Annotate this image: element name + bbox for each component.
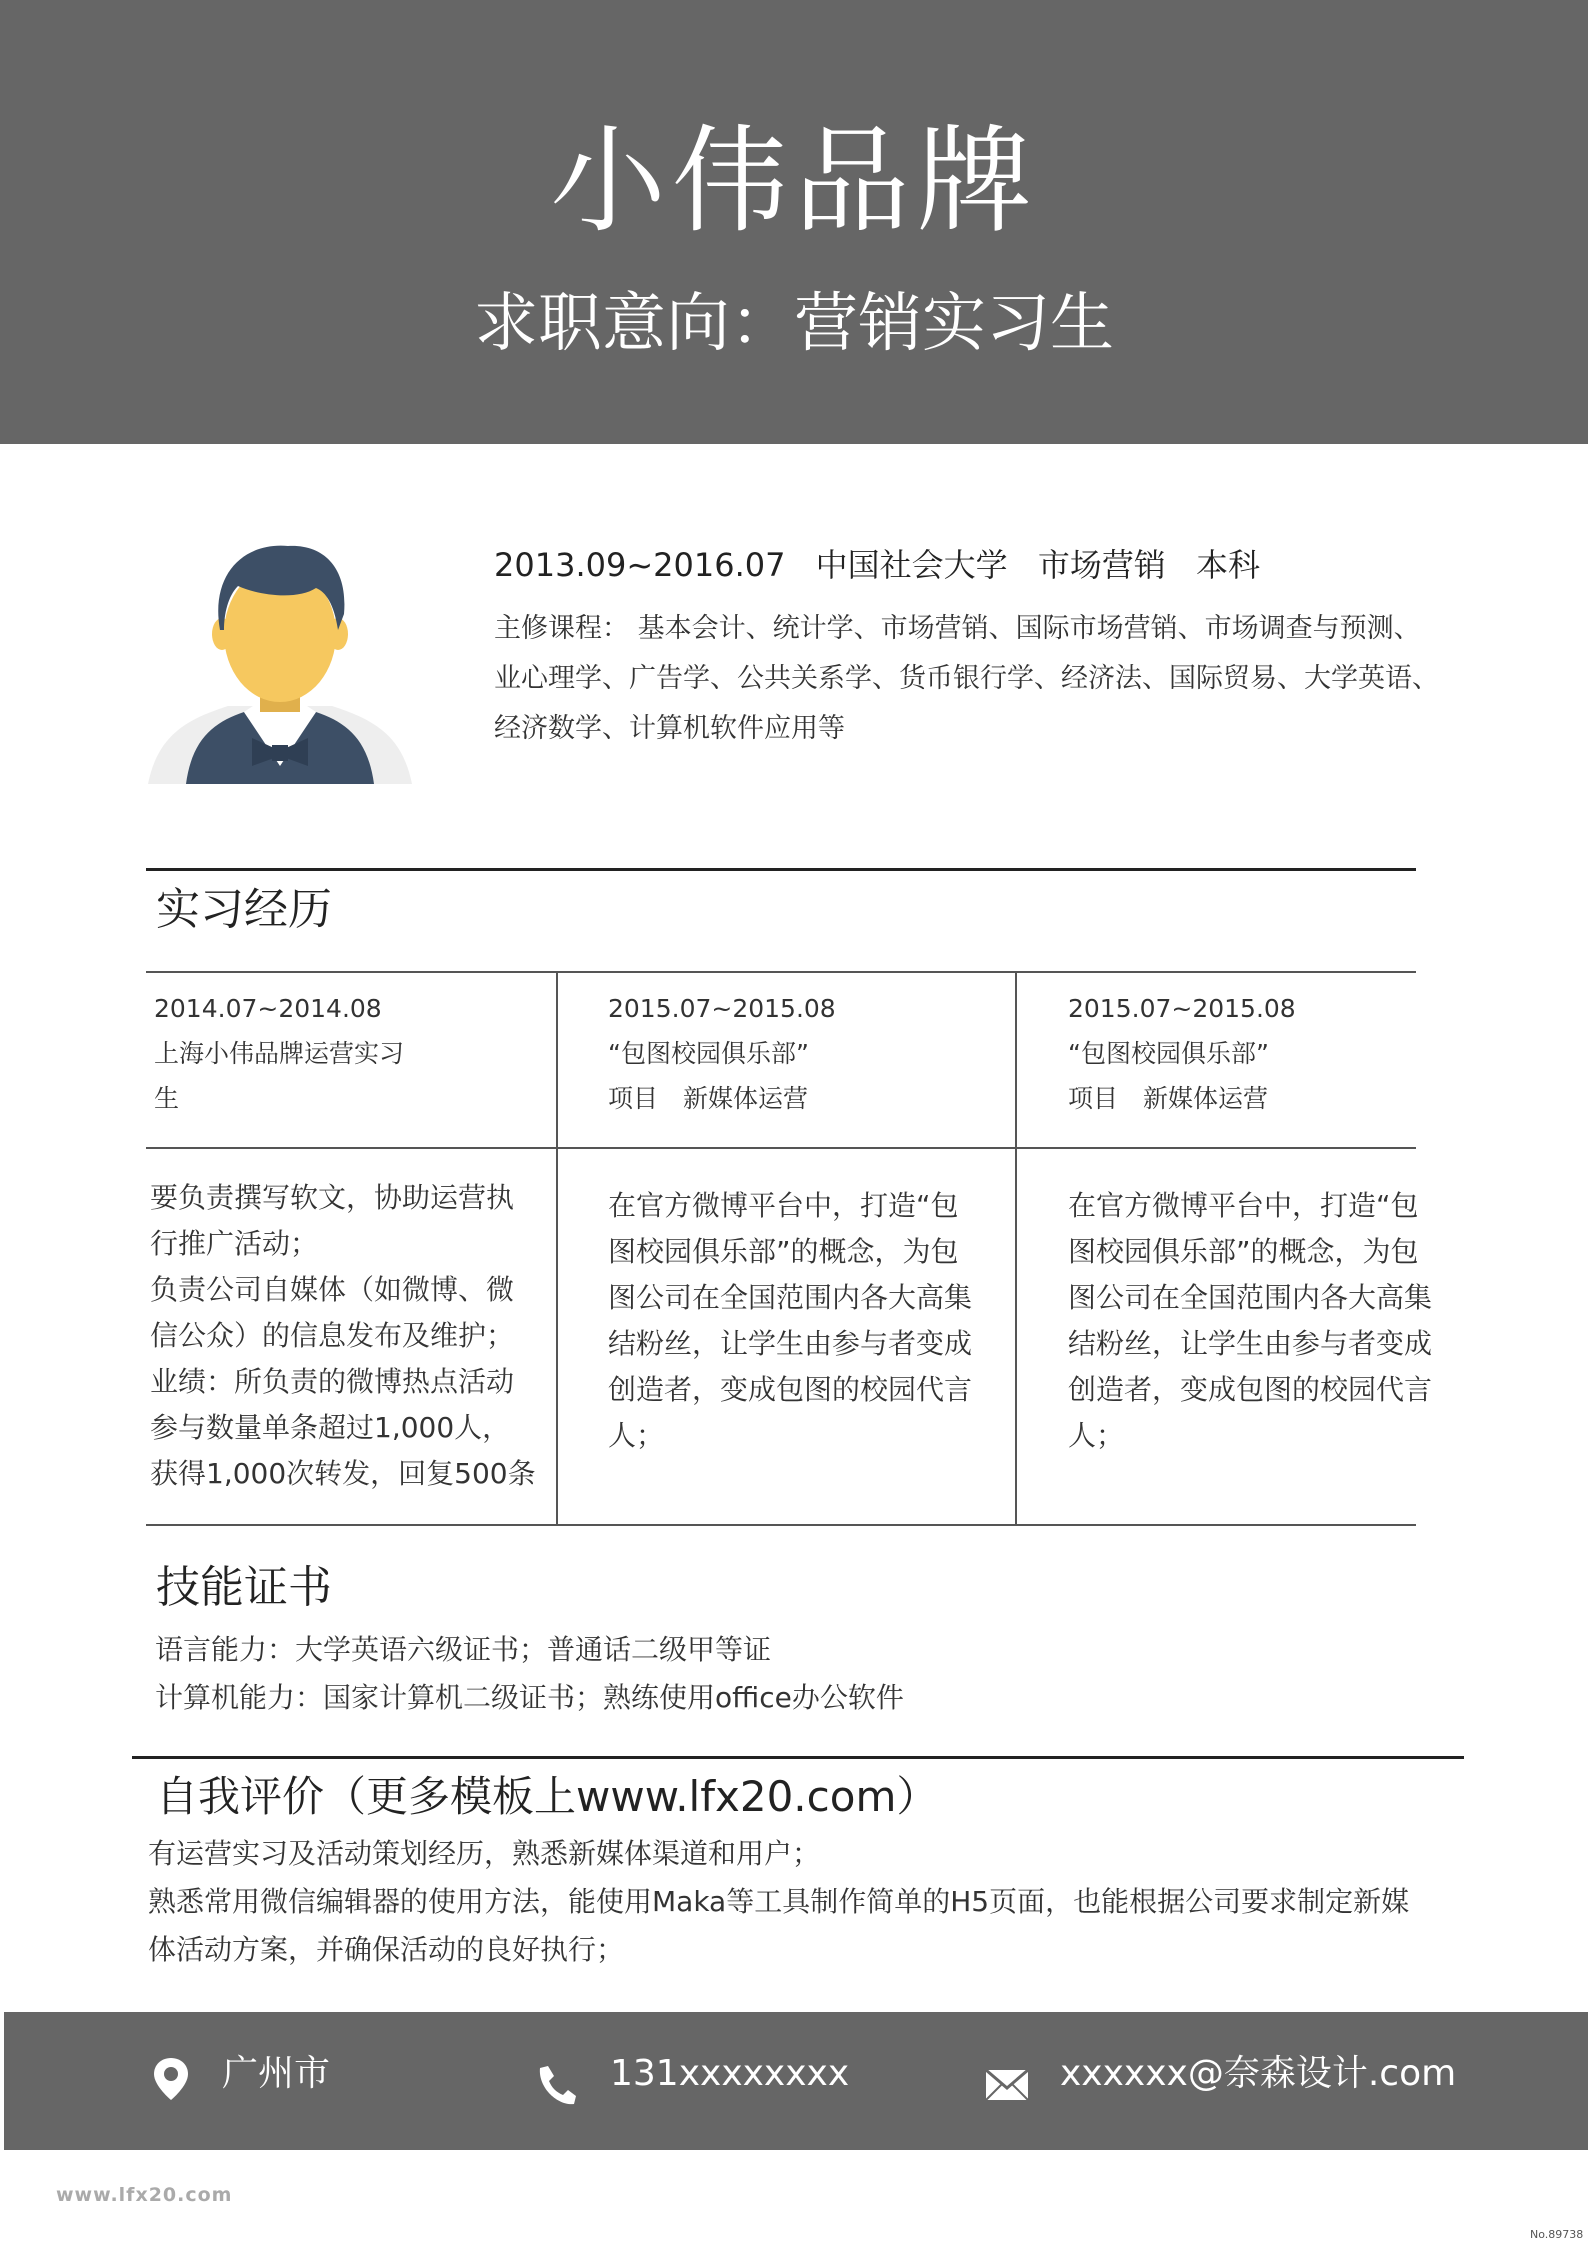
education-school: 中国社会大学 [815,546,1008,584]
skills-list [155,1626,904,1722]
internship-head-2 [608,986,1008,1121]
internship-head-1 [154,986,544,1121]
skill-line: 语言能力：大学英语六级证书；普通话二级甲等证 [155,1633,772,1666]
envelope-icon [984,2062,1030,2108]
candidate-name: 小伟品牌 [550,114,1038,249]
phone-icon [532,2062,578,2108]
internship-period: 2014.07~2014.08 [154,994,382,1023]
desc-line: 结粉丝，让学生由参与者变成 [1068,1327,1433,1360]
internship-desc-1 [150,1175,550,1497]
desc-line: 参与数量单条超过1,000人， [150,1411,511,1444]
table-mid-rule [146,1147,1416,1149]
contact-email: xxxxxx@奈森设计.com [1060,2053,1457,2094]
courses-line: 经济数学、计算机软件应用等 [494,713,845,744]
desc-line: 在官方微博平台中，打造“包 [608,1189,959,1222]
internship-role: 项目 新媒体运营 [1068,1084,1269,1113]
desc-line: 创造者，变成包图的校园代言 [1068,1373,1433,1406]
internship-company: 上海小伟品牌运营实习 [154,1039,405,1068]
site-watermark: www.lfx20.com [56,2184,233,2206]
courses-line: 业心理学、广告学、公共关系学、货币银行学、经济法、国际贸易、大学英语、 [494,663,1439,694]
education-degree: 本科 [1196,546,1261,584]
section-divider [132,1756,1464,1759]
table-col-divider [1015,971,1017,1526]
self-eval-line: 体活动方案，并确保活动的良好执行； [148,1933,625,1966]
desc-line: 创造者，变成包图的校园代言 [608,1373,973,1406]
internship-company: “包图校园俱乐部” [608,1039,809,1068]
doc-number: No.89738 [1530,2228,1584,2241]
desc-line: 图校园俱乐部”的概念，为包 [1068,1235,1419,1268]
map-pin-icon [148,2056,194,2102]
desc-line: 行推广活动； [150,1227,319,1260]
skills-title: 技能证书 [156,1562,332,1613]
desc-line: 图公司在全国范围内各大高集 [608,1281,973,1314]
desc-line: 要负责撰写软文，协助运营执 [150,1181,515,1214]
desc-line: 信公众）的信息发布及维护； [150,1319,515,1352]
internship-role: 生 [154,1084,180,1113]
internship-title: 实习经历 [156,884,332,935]
education-major: 市场营销 [1037,546,1166,584]
internship-company: “包图校园俱乐部” [1068,1039,1269,1068]
desc-line: 业绩：所负责的微博热点活动 [150,1365,515,1398]
internship-desc-2 [608,1183,1008,1459]
education-header [494,546,1280,584]
desc-line: 在官方微博平台中，打造“包 [1068,1189,1419,1222]
job-intent: 求职意向：营销实习生 [474,287,1114,361]
self-eval-title: 自我评价（更多模板上www.lfx20.com） [156,1772,939,1821]
desc-line: 获得1,000次转发，回复500条 [150,1457,536,1490]
desc-line: 负责公司自媒体（如微博、微 [150,1273,515,1306]
internship-period: 2015.07~2015.08 [608,994,836,1023]
courses-line: 主修课程： 基本会计、统计学、市场营销、国际市场营销、市场调查与预测、 [494,613,1421,644]
table-bottom-rule [146,1524,1416,1526]
education-period: 2013.09~2016.07 [494,546,786,584]
desc-line: 人； [1068,1419,1125,1452]
self-eval-line: 熟悉常用微信编辑器的使用方法，能使用Maka等工具制作简单的H5页面，也能根据公司要求制定新媒 [148,1885,1410,1918]
education-courses [494,604,1444,754]
avatar [148,534,412,784]
contact-phone: 131xxxxxxxx [610,2053,850,2094]
table-top-rule [146,971,1416,973]
desc-line: 图公司在全国范围内各大高集 [1068,1281,1433,1314]
table-col-divider [556,971,558,1526]
self-eval-line: 有运营实习及活动策划经历，熟悉新媒体渠道和用户； [148,1837,821,1870]
internship-period: 2015.07~2015.08 [1068,994,1296,1023]
contact-location: 广州市 [222,2053,331,2094]
self-eval-text [148,1830,1448,1974]
internship-head-3 [1068,986,1408,1121]
internship-desc-3 [1068,1183,1468,1459]
desc-line: 图校园俱乐部”的概念，为包 [608,1235,959,1268]
internship-role: 项目 新媒体运营 [608,1084,809,1113]
section-divider [146,868,1416,871]
skill-line: 计算机能力：国家计算机二级证书；熟练使用office办公软件 [155,1681,904,1714]
desc-line: 结粉丝，让学生由参与者变成 [608,1327,973,1360]
desc-line: 人； [608,1419,665,1452]
